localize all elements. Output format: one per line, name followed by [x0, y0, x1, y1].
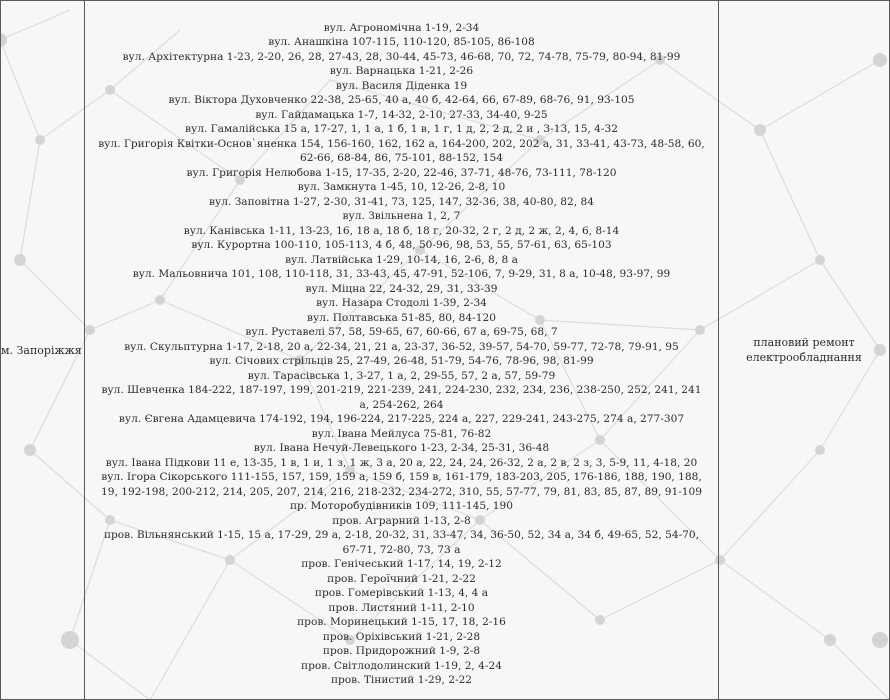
street-entry: вул. Замкнута 1-45, 10, 12-26, 2-8, 10: [297, 181, 506, 193]
street-entry: вул. Віктора Духовченко 22-38, 25-65, 40 а, 40 б, 42-64, 66, 67-89, 68-76, 91, 93-105: [168, 94, 635, 106]
street-entry: пров. Героїчний 1-21, 2-22: [327, 572, 476, 585]
street-entry: вул. Євгена Адамцевича 174-192, 194, 196-224, 217-225, 224 а, 227, 229-241, 243-275, 274 а, 277-307: [118, 413, 685, 425]
street-entry: вул. Агрономічна 1-19, 2-34: [323, 21, 480, 34]
street-entry: вул. Шевченка 184-222, 187-197, 199, 201-219, 221-239, 241, 224-230, 232, 234, 236, 238-250, 252, 241, 241 а, 254-262, 264: [101, 384, 702, 411]
street-entry: пров. Моринецький 1-15, 17, 18, 2-16: [297, 616, 506, 628]
street-entry: пров. Листяний 1-11, 2-10: [328, 601, 475, 614]
street-entry: вул. Заповітна 1-27, 2-30, 31-41, 73, 125, 147, 32-36, 38, 40-80, 82, 84: [209, 195, 594, 208]
street-entry: вул. Гайдамацька 1-7, 14-32, 2-10, 27-33, 34-40, 9-25: [255, 108, 548, 121]
street-entry: вул. Міцна 22, 24-32, 29, 31, 33-39: [305, 282, 498, 295]
street-entry: вул. Курортна 100-110, 105-113, 4 б, 48, 50-96, 98, 53, 55, 57-61, 63, 65-103: [191, 239, 612, 251]
street-entry: вул. Анашкіна 107-115, 110-120, 85-105, 86-108: [268, 36, 535, 48]
street-entry: пров. Аграрний 1-13, 2-8: [332, 514, 471, 527]
street-entry: вул. Архітектурна 1-23, 2-20, 26, 28, 27-43, 28, 30-44, 45-73, 46-68, 70, 72, 74-78, 75-79, 80-94, 81-99: [122, 50, 681, 63]
street-entry: вул. Мальовнича 101, 108, 110-118, 31, 33-43, 45, 47-91, 52-106, 7, 9-29, 31, 8 а, 10-48, 93-97, 99: [132, 268, 671, 280]
street-entry: вул. Івана Мейлуса 75-81, 76-82: [311, 427, 492, 440]
street-entry: вул. Івана Нечуй-Левецького 1-23, 2-34, 25-31, 36-48: [253, 442, 550, 454]
street-list: [85, 13, 718, 688]
work-type-cell: плановий ремонт електрообладнання: [719, 1, 890, 700]
street-entry: пров. Оріхівський 1-21, 2-28: [322, 630, 481, 643]
street-entry: пров. Генічеський 1-17, 14, 19, 2-12: [301, 558, 502, 570]
street-entry: вул. Григорія Нелюбова 1-15, 17-35, 2-20, 22-46, 37-71, 48-76, 73-111, 78-120: [186, 166, 617, 179]
street-entry: пр. Моторобудівників 109, 111-145, 190: [289, 500, 514, 512]
street-entry: пров. Світлодолинский 1-19, 2, 4-24: [301, 659, 502, 672]
street-entry: пров. Тінистий 1-29, 2-22: [330, 674, 473, 686]
street-entry: вул. Назара Стодолі 1-39, 2-34: [316, 297, 487, 309]
street-entry: вул. Григорія Квітки-Основ`яненка 154, 156-160, 162, 162 а, 164-200, 202, 202 а, 31, 33-41, 43-73, 48-58, 60, 62-66, 68-84, 86, 75-101, 88-152, 154: [98, 137, 705, 164]
street-entry: вул. Тарасівська 1, 3-27, 1 а, 2, 29-55, 57, 2 а, 57, 59-79: [247, 369, 556, 382]
street-entry: вул. Івана Підкови 11 е, 13-35, 1 в, 1 и, 1 з, 1 ж, 3 а, 20 а, 22, 24, 24, 26-32, 2 а, 2 в, 2 з, 3, 5-9, 11, 4-18, 20: [105, 456, 698, 469]
street-entry: вул. Скульптурна 1-17, 2-18, 20 а, 22-34, 21, 21 а, 23-37, 36-52, 39-57, 54-70, 59-77, 72-78, 79-91, 95: [124, 340, 679, 353]
street-entry: вул. Варнацька 1-21, 2-26: [329, 65, 474, 77]
street-entry: пров. Придорожний 1-9, 2-8: [322, 645, 481, 657]
street-entry: вул. Василя Діденка 19: [335, 79, 468, 92]
street-entry: вул. Звільнена 1, 2, 7: [342, 210, 461, 222]
street-entry: вул. Полтавська 51-85, 80, 84-120: [307, 311, 496, 324]
street-entry: вул. Руставелі 57, 58, 59-65, 67, 60-66, 67 а, 69-75, 68, 7: [245, 326, 558, 338]
street-entry: вул. Ігора Сікорського 111-155, 157, 159, 159 а, 159 б, 159 в, 161-179, 183-203, 205, 176-186, 188, 190, 188, 19, 192-198, 200-212, 214, 205, 207, 214, 216, 218-232, 234-272, 310, 55, 57-77, 79, 81, 83, 85, 87, 89, 91-109: [100, 471, 703, 498]
table-row: [1, 1, 890, 700]
street-entry: вул. Січових стрільців 25, 27-49, 26-48, 51-79, 54-76, 78-96, 98, 81-99: [209, 355, 594, 367]
street-entry: пров. Вільнянський 1-15, 15 а, 17-29, 29 а, 2-18, 20-32, 31, 33-47, 34, 36-50, 52, 34 а, 34 б, 49-65, 52, 54-70, 67-71, 72-80, 73, 73 а: [103, 529, 700, 556]
street-entry: вул. Латвійська 1-29, 10-14, 16, 2-6, 8, 8 а: [285, 253, 518, 266]
street-list-cell: [85, 1, 719, 700]
street-entry: вул. Гамалійська 15 а, 17-27, 1, 1 а, 1 б, 1 в, 1 г, 1 д, 2, 2 д, 2 и , 3-13, 15, 4-32: [185, 123, 618, 135]
street-entry: вул. Канівська 1-11, 13-23, 16, 18 а, 18 б, 18 г, 20-32, 2 г, 2 д, 2 ж, 2, 4, 6, 8-14: [183, 224, 620, 237]
settlement-cell: м. Запоріжжя: [1, 1, 85, 700]
street-entry: пров. Гомерівський 1-13, 4, 4 а: [314, 587, 489, 599]
